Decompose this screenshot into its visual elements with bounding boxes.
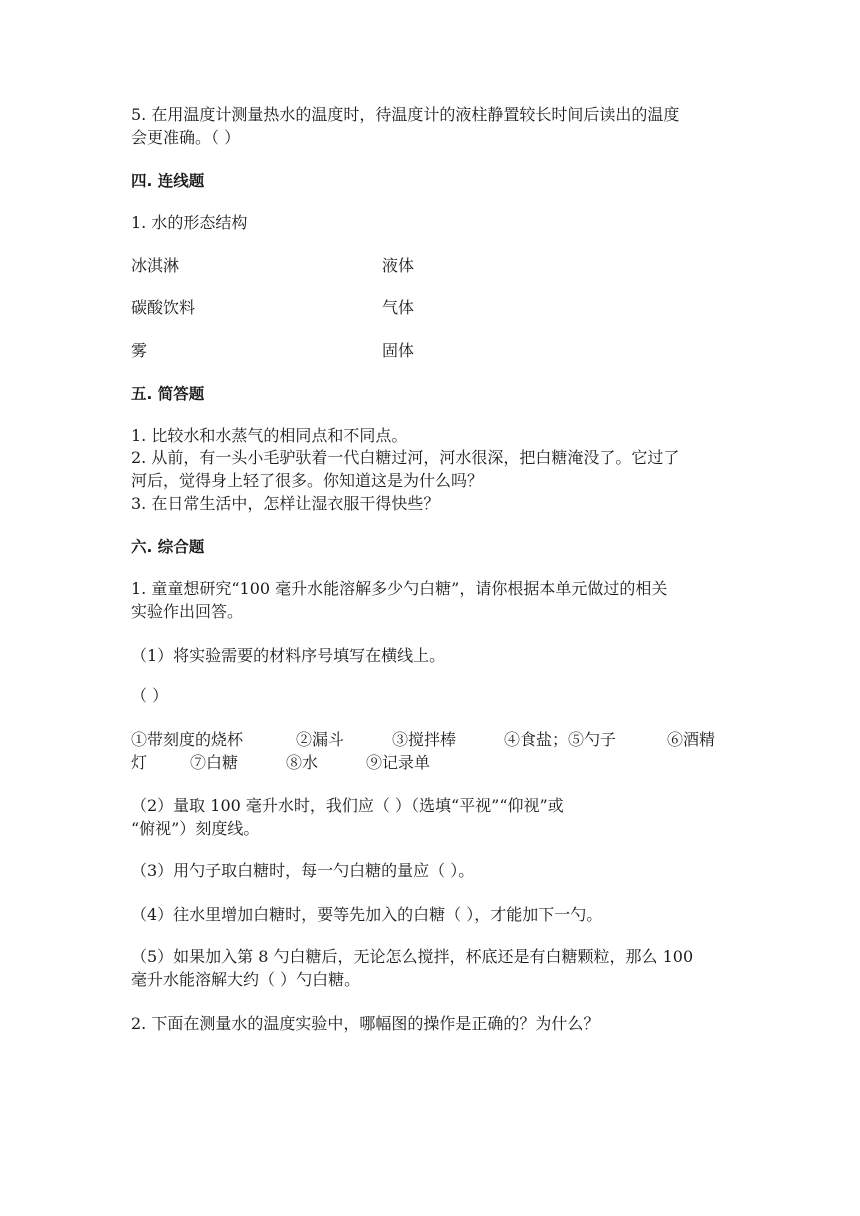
sub-question-3: （3）用勺子取白糖时，每一勺白糖的量应（ ）。 — [131, 861, 475, 880]
material-item: ⑨记录单 — [366, 753, 431, 772]
comprehensive-q1-line2: 实验作出回答。 — [131, 602, 244, 621]
match-right-item: 液体 — [382, 256, 415, 275]
match-left-item: 雾 — [131, 341, 148, 360]
matching-q1: 1. 水的形态结构 — [131, 213, 248, 232]
judge-q5-line2: 会更准确。（ ） — [131, 128, 241, 147]
short-answer-q2-line2: 河后，觉得身上轻了很多。你知道这是为什么吗？ — [131, 471, 484, 490]
comprehensive-q1-line1: 1. 童童想研究“100 毫升水能溶解多少勺白糖”，请你根据本单元做过的相关 — [131, 579, 668, 598]
sub-question-4: （4）往水里增加白糖时，要等先加入的白糖（ ），才能加下一勺。 — [131, 905, 603, 924]
judge-q5-line1: 5. 在用温度计测量热水的温度时，待温度计的液柱静置较长时间后读出的温度 — [131, 105, 680, 124]
material-item: ④食盐；⑤勺子 — [504, 730, 617, 749]
material-item: 灯 — [131, 753, 148, 772]
sub-question-1: （1）将实验需要的材料序号填写在横线上。 — [131, 646, 446, 665]
sub-question-5-line2: 毫升水能溶解大约（ ）勺白糖。 — [131, 970, 361, 989]
comprehensive-q2: 2. 下面在测量水的温度实验中，哪幅图的操作是正确的？为什么？ — [131, 1014, 600, 1033]
material-item: ①带刻度的烧杯 — [131, 730, 244, 749]
short-answer-q3: 3. 在日常生活中，怎样让湿衣服干得快些？ — [131, 494, 440, 513]
sub-question-5-line1: （5）如果加入第 8 勺白糖后，无论怎么搅拌，杯底还是有白糖颗粒，那么 100 — [131, 947, 694, 966]
material-item: ⑦白糖 — [190, 753, 239, 772]
match-left-item: 碳酸饮料 — [131, 298, 196, 317]
match-right-item: 固体 — [382, 341, 415, 360]
material-item: ②漏斗 — [296, 730, 345, 749]
sub-question-1-blank: （ ） — [131, 686, 169, 705]
section-heading-short-answer: 五. 简答题 — [131, 385, 205, 403]
material-item: ③搅拌棒 — [392, 730, 457, 749]
short-answer-q2-line1: 2. 从前，有一头小毛驴驮着一代白糖过河，河水很深，把白糖淹没了。它过了 — [131, 448, 680, 467]
section-heading-comprehensive: 六. 综合题 — [131, 538, 205, 556]
sub-question-2-line1: （2）量取 100 毫升水时，我们应（ ）（选填“平视”“仰视”或 — [131, 796, 564, 815]
material-item: ⑥酒精 — [667, 730, 716, 749]
sub-question-2-line2: “俯视”）刻度线。 — [131, 819, 260, 838]
short-answer-q1: 1. 比较水和水蒸气的相同点和不同点。 — [131, 426, 408, 445]
match-left-item: 冰淇淋 — [131, 256, 180, 275]
match-right-item: 气体 — [382, 298, 415, 317]
section-heading-matching: 四. 连线题 — [131, 172, 205, 190]
material-item: ⑧水 — [286, 753, 319, 772]
